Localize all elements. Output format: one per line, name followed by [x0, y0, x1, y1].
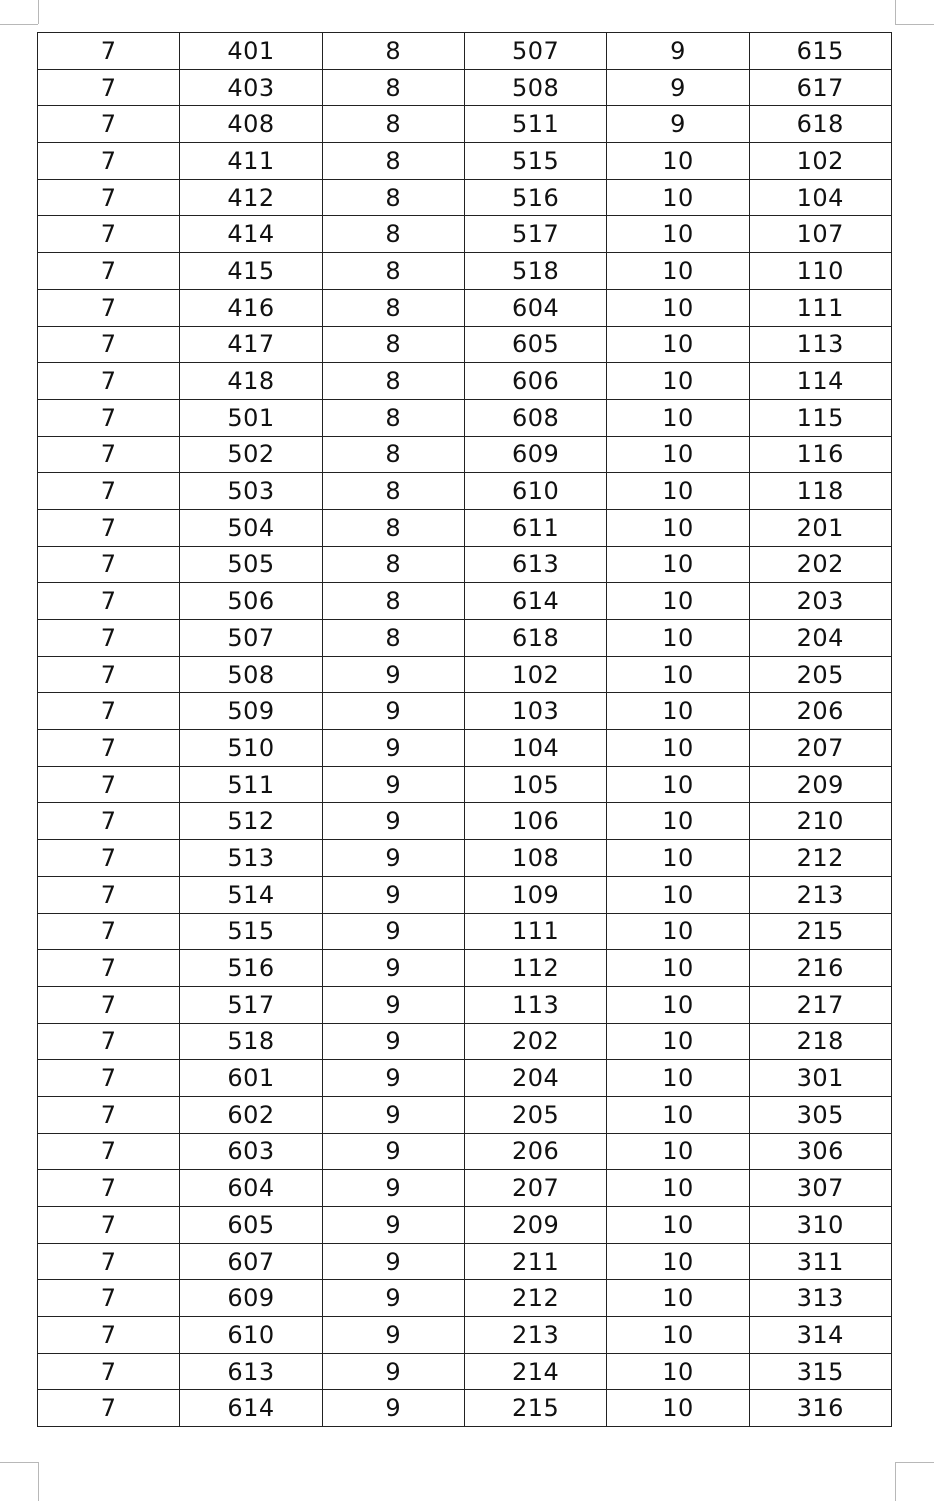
- table-cell: 9: [322, 1060, 464, 1097]
- table-cell: 507: [464, 33, 606, 70]
- table-cell: 9: [322, 913, 464, 950]
- table-cell: 9: [322, 693, 464, 730]
- table-cell: 10: [607, 289, 749, 326]
- table-cell: 10: [607, 1317, 749, 1354]
- table-cell: 414: [180, 216, 322, 253]
- table-cell: 9: [322, 656, 464, 693]
- table-cell: 215: [464, 1390, 606, 1427]
- table-cell: 7: [38, 730, 180, 767]
- table-row: [38, 1207, 892, 1244]
- table-cell: 7: [38, 69, 180, 106]
- table-cell: 10: [607, 143, 749, 180]
- table-cell: 214: [464, 1353, 606, 1390]
- table-cell: 604: [464, 289, 606, 326]
- table-cell: 8: [322, 363, 464, 400]
- table-cell: 215: [749, 913, 891, 950]
- table-cell: 9: [322, 840, 464, 877]
- table-cell: 8: [322, 289, 464, 326]
- table-cell: 9: [322, 1207, 464, 1244]
- table-cell: 7: [38, 326, 180, 363]
- table-cell: 607: [180, 1243, 322, 1280]
- table-cell: 502: [180, 436, 322, 473]
- table-cell: 102: [749, 143, 891, 180]
- table-cell: 9: [322, 986, 464, 1023]
- table-cell: 516: [180, 950, 322, 987]
- table-cell: 207: [749, 730, 891, 767]
- table-cell: 8: [322, 179, 464, 216]
- table-row: [38, 326, 892, 363]
- table-cell: 7: [38, 179, 180, 216]
- crop-mark-top-right: [895, 0, 896, 24]
- table-cell: 605: [180, 1207, 322, 1244]
- table-cell: 516: [464, 179, 606, 216]
- table-cell: 7: [38, 253, 180, 290]
- table-cell: 518: [180, 1023, 322, 1060]
- table-cell: 614: [464, 583, 606, 620]
- table-row: [38, 473, 892, 510]
- table-cell: 10: [607, 216, 749, 253]
- table-cell: 417: [180, 326, 322, 363]
- table-cell: 213: [749, 876, 891, 913]
- table-cell: 115: [749, 399, 891, 436]
- table-cell: 617: [749, 69, 891, 106]
- table-cell: 515: [180, 913, 322, 950]
- table-cell: 512: [180, 803, 322, 840]
- table-cell: 7: [38, 803, 180, 840]
- table-cell: 7: [38, 1133, 180, 1170]
- table-cell: 10: [607, 473, 749, 510]
- table-cell: 217: [749, 986, 891, 1023]
- table-cell: 508: [464, 69, 606, 106]
- crop-mark-top-left: [38, 0, 39, 24]
- table-cell: 610: [180, 1317, 322, 1354]
- table-cell: 418: [180, 363, 322, 400]
- table-cell: 10: [607, 730, 749, 767]
- table-cell: 506: [180, 583, 322, 620]
- table-cell: 10: [607, 1023, 749, 1060]
- table-row: [38, 1133, 892, 1170]
- table-cell: 7: [38, 1023, 180, 1060]
- table-cell: 8: [322, 583, 464, 620]
- table-row: [38, 363, 892, 400]
- table-cell: 416: [180, 289, 322, 326]
- table-cell: 613: [180, 1353, 322, 1390]
- table-cell: 501: [180, 399, 322, 436]
- table-cell: 110: [749, 253, 891, 290]
- table-row: [38, 253, 892, 290]
- table-row: [38, 766, 892, 803]
- table-cell: 9: [322, 1023, 464, 1060]
- table-cell: 10: [607, 913, 749, 950]
- table-cell: 116: [749, 436, 891, 473]
- table-cell: 601: [180, 1060, 322, 1097]
- table-cell: 9: [322, 1170, 464, 1207]
- table-cell: 9: [607, 33, 749, 70]
- table-cell: 213: [464, 1317, 606, 1354]
- table-cell: 7: [38, 216, 180, 253]
- table-row: [38, 876, 892, 913]
- table-cell: 9: [322, 1317, 464, 1354]
- table-row: [38, 1023, 892, 1060]
- table-cell: 7: [38, 840, 180, 877]
- table-row: [38, 216, 892, 253]
- table-cell: 105: [464, 766, 606, 803]
- table-row: [38, 143, 892, 180]
- table-cell: 10: [607, 436, 749, 473]
- table-cell: 10: [607, 363, 749, 400]
- table-cell: 10: [607, 326, 749, 363]
- table-cell: 7: [38, 1096, 180, 1133]
- table-cell: 611: [464, 509, 606, 546]
- table-cell: 10: [607, 509, 749, 546]
- table-cell: 7: [38, 766, 180, 803]
- table-cell: 8: [322, 253, 464, 290]
- table-row: [38, 1170, 892, 1207]
- table-cell: 316: [749, 1390, 891, 1427]
- table-cell: 212: [749, 840, 891, 877]
- table-cell: 513: [180, 840, 322, 877]
- table-cell: 511: [464, 106, 606, 143]
- table-cell: 401: [180, 33, 322, 70]
- table-cell: 202: [749, 546, 891, 583]
- table-cell: 111: [749, 289, 891, 326]
- table-cell: 10: [607, 1096, 749, 1133]
- table-cell: 109: [464, 876, 606, 913]
- table-cell: 203: [749, 583, 891, 620]
- table-cell: 113: [749, 326, 891, 363]
- table-cell: 510: [180, 730, 322, 767]
- table-cell: 305: [749, 1096, 891, 1133]
- table-cell: 315: [749, 1353, 891, 1390]
- table-cell: 10: [607, 840, 749, 877]
- table-cell: 311: [749, 1243, 891, 1280]
- table-cell: 9: [607, 106, 749, 143]
- table-cell: 10: [607, 620, 749, 657]
- crop-mark-top-left: [0, 24, 38, 25]
- table-row: [38, 69, 892, 106]
- table-cell: 7: [38, 106, 180, 143]
- table-cell: 7: [38, 1353, 180, 1390]
- table-cell: 7: [38, 1390, 180, 1427]
- crop-mark-bottom-right: [895, 1462, 896, 1501]
- table-cell: 10: [607, 950, 749, 987]
- table-cell: 10: [607, 986, 749, 1023]
- table-cell: 8: [322, 326, 464, 363]
- table-row: [38, 583, 892, 620]
- table-cell: 8: [322, 143, 464, 180]
- table-cell: 10: [607, 1133, 749, 1170]
- table-cell: 111: [464, 913, 606, 950]
- table-cell: 614: [180, 1390, 322, 1427]
- table-cell: 518: [464, 253, 606, 290]
- table-cell: 8: [322, 69, 464, 106]
- table-cell: 103: [464, 693, 606, 730]
- table-cell: 205: [464, 1096, 606, 1133]
- table-cell: 206: [749, 693, 891, 730]
- table-cell: 207: [464, 1170, 606, 1207]
- table-cell: 107: [749, 216, 891, 253]
- crop-mark-bottom-left: [0, 1462, 38, 1463]
- table-cell: 306: [749, 1133, 891, 1170]
- table-row: [38, 106, 892, 143]
- table-cell: 603: [180, 1133, 322, 1170]
- table-cell: 307: [749, 1170, 891, 1207]
- table-cell: 10: [607, 1170, 749, 1207]
- table-cell: 9: [322, 950, 464, 987]
- table-cell: 104: [464, 730, 606, 767]
- table-cell: 7: [38, 620, 180, 657]
- table-cell: 10: [607, 1390, 749, 1427]
- table-cell: 504: [180, 509, 322, 546]
- table-row: [38, 1353, 892, 1390]
- table-cell: 10: [607, 399, 749, 436]
- table-cell: 7: [38, 1170, 180, 1207]
- table-cell: 517: [464, 216, 606, 253]
- table-cell: 618: [464, 620, 606, 657]
- table-cell: 212: [464, 1280, 606, 1317]
- table-cell: 7: [38, 1317, 180, 1354]
- table-cell: 112: [464, 950, 606, 987]
- table-cell: 7: [38, 913, 180, 950]
- table-row: [38, 509, 892, 546]
- table-cell: 301: [749, 1060, 891, 1097]
- table-cell: 7: [38, 143, 180, 180]
- table-row: [38, 803, 892, 840]
- table-row: [38, 1060, 892, 1097]
- table-cell: 113: [464, 986, 606, 1023]
- table-cell: 8: [322, 546, 464, 583]
- table-cell: 7: [38, 876, 180, 913]
- table-cell: 9: [322, 1390, 464, 1427]
- table-row: [38, 950, 892, 987]
- table-cell: 610: [464, 473, 606, 510]
- table-cell: 7: [38, 33, 180, 70]
- table-cell: 9: [607, 69, 749, 106]
- table-cell: 313: [749, 1280, 891, 1317]
- table-cell: 8: [322, 399, 464, 436]
- table-cell: 411: [180, 143, 322, 180]
- table-cell: 108: [464, 840, 606, 877]
- table-cell: 618: [749, 106, 891, 143]
- table-cell: 8: [322, 436, 464, 473]
- table-row: [38, 656, 892, 693]
- table-cell: 9: [322, 1353, 464, 1390]
- table-cell: 209: [749, 766, 891, 803]
- table-cell: 10: [607, 1060, 749, 1097]
- table-cell: 201: [749, 509, 891, 546]
- table-cell: 9: [322, 730, 464, 767]
- table-cell: 509: [180, 693, 322, 730]
- table-cell: 508: [180, 656, 322, 693]
- table-cell: 211: [464, 1243, 606, 1280]
- table-cell: 507: [180, 620, 322, 657]
- table-cell: 210: [749, 803, 891, 840]
- table-cell: 10: [607, 766, 749, 803]
- table-cell: 412: [180, 179, 322, 216]
- table-row: [38, 620, 892, 657]
- table-row: [38, 33, 892, 70]
- crop-mark-top-right: [895, 24, 934, 25]
- table-cell: 10: [607, 546, 749, 583]
- table-row: [38, 399, 892, 436]
- table-cell: 514: [180, 876, 322, 913]
- table-cell: 7: [38, 986, 180, 1023]
- table-row: [38, 986, 892, 1023]
- table-cell: 415: [180, 253, 322, 290]
- table-cell: 10: [607, 253, 749, 290]
- table-cell: 118: [749, 473, 891, 510]
- table-row: [38, 1317, 892, 1354]
- table-cell: 7: [38, 363, 180, 400]
- table-cell: 7: [38, 399, 180, 436]
- table-cell: 10: [607, 656, 749, 693]
- table-cell: 609: [464, 436, 606, 473]
- table-cell: 515: [464, 143, 606, 180]
- table-cell: 8: [322, 509, 464, 546]
- table-cell: 606: [464, 363, 606, 400]
- table-cell: 613: [464, 546, 606, 583]
- table-row: [38, 730, 892, 767]
- table-cell: 7: [38, 583, 180, 620]
- table-cell: 204: [749, 620, 891, 657]
- table-cell: 7: [38, 1207, 180, 1244]
- table-cell: 314: [749, 1317, 891, 1354]
- table-cell: 106: [464, 803, 606, 840]
- table-cell: 9: [322, 803, 464, 840]
- table-row: [38, 179, 892, 216]
- table-cell: 7: [38, 289, 180, 326]
- table-cell: 10: [607, 1207, 749, 1244]
- table-cell: 10: [607, 803, 749, 840]
- table-cell: 216: [749, 950, 891, 987]
- table-cell: 7: [38, 950, 180, 987]
- data-table: [37, 32, 892, 1427]
- table-cell: 604: [180, 1170, 322, 1207]
- table-cell: 10: [607, 876, 749, 913]
- table-cell: 9: [322, 1243, 464, 1280]
- table-row: [38, 546, 892, 583]
- table-cell: 8: [322, 216, 464, 253]
- table-cell: 102: [464, 656, 606, 693]
- table-cell: 7: [38, 1243, 180, 1280]
- table-cell: 408: [180, 106, 322, 143]
- table-cell: 10: [607, 583, 749, 620]
- table-row: [38, 913, 892, 950]
- table-cell: 10: [607, 693, 749, 730]
- table-cell: 608: [464, 399, 606, 436]
- table-row: [38, 289, 892, 326]
- table-cell: 9: [322, 1096, 464, 1133]
- table-cell: 10: [607, 1353, 749, 1390]
- table-row: [38, 693, 892, 730]
- table-cell: 310: [749, 1207, 891, 1244]
- table-cell: 8: [322, 33, 464, 70]
- table-row: [38, 840, 892, 877]
- table-cell: 10: [607, 1243, 749, 1280]
- table-row: [38, 436, 892, 473]
- table-row: [38, 1243, 892, 1280]
- table-cell: 8: [322, 473, 464, 510]
- table-cell: 7: [38, 1060, 180, 1097]
- table-cell: 517: [180, 986, 322, 1023]
- table-row: [38, 1390, 892, 1427]
- table-cell: 605: [464, 326, 606, 363]
- table-cell: 9: [322, 1133, 464, 1170]
- table-cell: 511: [180, 766, 322, 803]
- table-cell: 10: [607, 1280, 749, 1317]
- table-cell: 8: [322, 106, 464, 143]
- table-cell: 204: [464, 1060, 606, 1097]
- table-cell: 206: [464, 1133, 606, 1170]
- table-cell: 9: [322, 876, 464, 913]
- table-cell: 7: [38, 509, 180, 546]
- crop-mark-bottom-left: [38, 1462, 39, 1501]
- table-cell: 7: [38, 1280, 180, 1317]
- table-cell: 8: [322, 620, 464, 657]
- table-cell: 403: [180, 69, 322, 106]
- table-row: [38, 1280, 892, 1317]
- table-cell: 9: [322, 766, 464, 803]
- table-cell: 602: [180, 1096, 322, 1133]
- table-cell: 7: [38, 693, 180, 730]
- table-cell: 202: [464, 1023, 606, 1060]
- table-cell: 205: [749, 656, 891, 693]
- table-cell: 615: [749, 33, 891, 70]
- table-row: [38, 1096, 892, 1133]
- table-cell: 609: [180, 1280, 322, 1317]
- crop-mark-bottom-right: [895, 1462, 934, 1463]
- table-cell: 10: [607, 179, 749, 216]
- table-cell: 7: [38, 436, 180, 473]
- table-cell: 218: [749, 1023, 891, 1060]
- table-cell: 505: [180, 546, 322, 583]
- table-cell: 209: [464, 1207, 606, 1244]
- table-cell: 9: [322, 1280, 464, 1317]
- table-body: [38, 33, 892, 1427]
- table-cell: 7: [38, 546, 180, 583]
- table-cell: 7: [38, 473, 180, 510]
- table-cell: 104: [749, 179, 891, 216]
- table-cell: 7: [38, 656, 180, 693]
- table-cell: 114: [749, 363, 891, 400]
- table-cell: 503: [180, 473, 322, 510]
